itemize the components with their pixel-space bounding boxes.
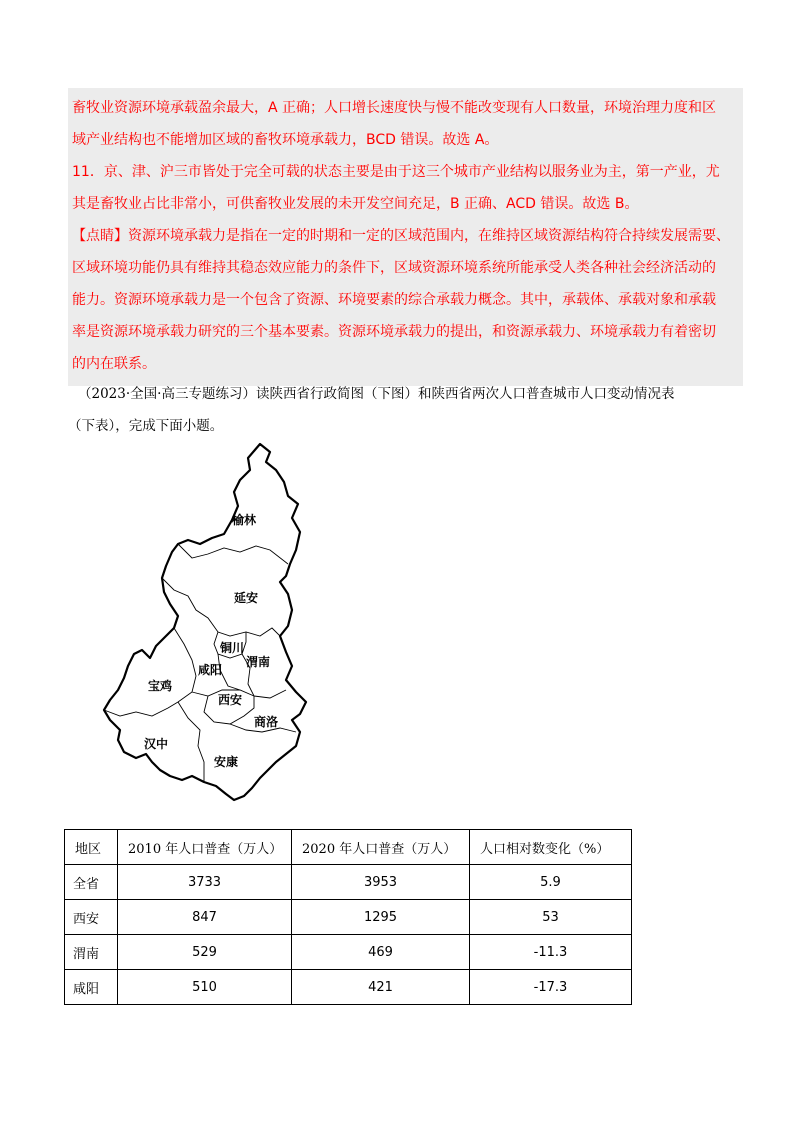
answer-line: 其是畜牧业占比非常小，可供畜牧业发展的未开发空间充足，B 正确、ACD 错误。故选 B。	[72, 196, 639, 212]
cell-region: 西安	[65, 900, 118, 935]
label-yanan: 延安	[234, 591, 259, 605]
col-header-2020: 2020 年人口普查（万人）	[292, 830, 470, 865]
table-row	[65, 935, 632, 970]
answer-line: 畜牧业资源环境承载盈余最大，A 正确；人口增长速度快与慢不能改变现有人口数量，环境治理力度和区	[72, 100, 717, 116]
answer-line: 【点睛】资源环境承载力是指在一定的时期和一定的区域范围内，在维持区域资源结构符合持续发展需要、	[72, 228, 730, 244]
cell-region: 全省	[65, 865, 118, 900]
boundary-baoji-xianyang	[174, 628, 196, 702]
province-outline	[104, 444, 306, 800]
label-shangluo: 商洛	[254, 715, 279, 729]
cell-2020: 469	[292, 935, 470, 970]
cell-2020: 421	[292, 970, 470, 1005]
label-yulin: 榆林	[232, 513, 257, 527]
label-weinan: 渭南	[246, 655, 271, 669]
col-header-change: 人口相对数变化（%）	[470, 830, 632, 865]
cell-2010: 510	[118, 970, 292, 1005]
boundary-hanzhong-ankang	[178, 702, 204, 782]
boundary-yanan-south	[162, 578, 280, 636]
label-baoji: 宝鸡	[148, 679, 173, 693]
question-line: （2023·全国·高三专题练习）读陕西省行政简图（下图）和陕西省两次人口普查城市人口变动情况表	[78, 386, 675, 402]
label-xianyang: 咸阳	[198, 663, 223, 677]
answer-line: 能力。资源环境承载力是一个包含了资源、环境要素的综合承载力概念。其中，承载体、承载对象和承载	[72, 292, 716, 308]
cell-change: 53	[470, 900, 632, 935]
table-row	[65, 970, 632, 1005]
cell-change: 5.9	[470, 865, 632, 900]
answer-explanation	[68, 88, 743, 386]
answer-line: 的内在联系。	[72, 356, 156, 372]
answer-line: 率是资源环境承载力研究的三个基本要素。资源环境承载力的提出，和资源承载力、环境承载力有着密切	[72, 324, 716, 340]
label-xian: 西安	[218, 693, 243, 707]
answer-line: 11．京、津、沪三市皆处于完全可载的状态主要是由于这三个城市产业结构以服务业为主，第一产业，尤	[72, 164, 720, 180]
label-hanzhong: 汉中	[144, 737, 169, 751]
cell-region: 渭南	[65, 935, 118, 970]
population-table	[64, 829, 632, 1005]
cell-2020: 1295	[292, 900, 470, 935]
boundary-baoji-hanzhong	[104, 702, 178, 716]
table-row	[65, 900, 632, 935]
table-header-row	[65, 830, 632, 865]
cell-change: -11.3	[470, 935, 632, 970]
question-line: （下表），完成下面小题。	[68, 418, 224, 434]
cell-2010: 847	[118, 900, 292, 935]
answer-line: 区域环境功能仍具有维持其稳态效应能力的条件下，区域资源环境系统所能承受人类各种社会经济活动的	[72, 260, 716, 276]
label-ankang: 安康	[214, 755, 239, 769]
cell-2010: 529	[118, 935, 292, 970]
boundary-yulin-yanan	[178, 544, 288, 564]
col-header-2010: 2010 年人口普查（万人）	[118, 830, 292, 865]
cell-change: -17.3	[470, 970, 632, 1005]
cell-region: 咸阳	[65, 970, 118, 1005]
cell-2020: 3953	[292, 865, 470, 900]
col-header-region: 地区	[65, 830, 118, 865]
label-tongchuan: 铜川	[220, 641, 245, 655]
answer-line: 域产业结构也不能增加区域的畜牧环境承载力，BCD 错误。故选 A。	[72, 132, 499, 148]
table-row	[65, 865, 632, 900]
shaanxi-map-svg	[100, 440, 330, 850]
shaanxi-map	[100, 440, 330, 850]
cell-2010: 3733	[118, 865, 292, 900]
question-stem	[68, 378, 743, 442]
